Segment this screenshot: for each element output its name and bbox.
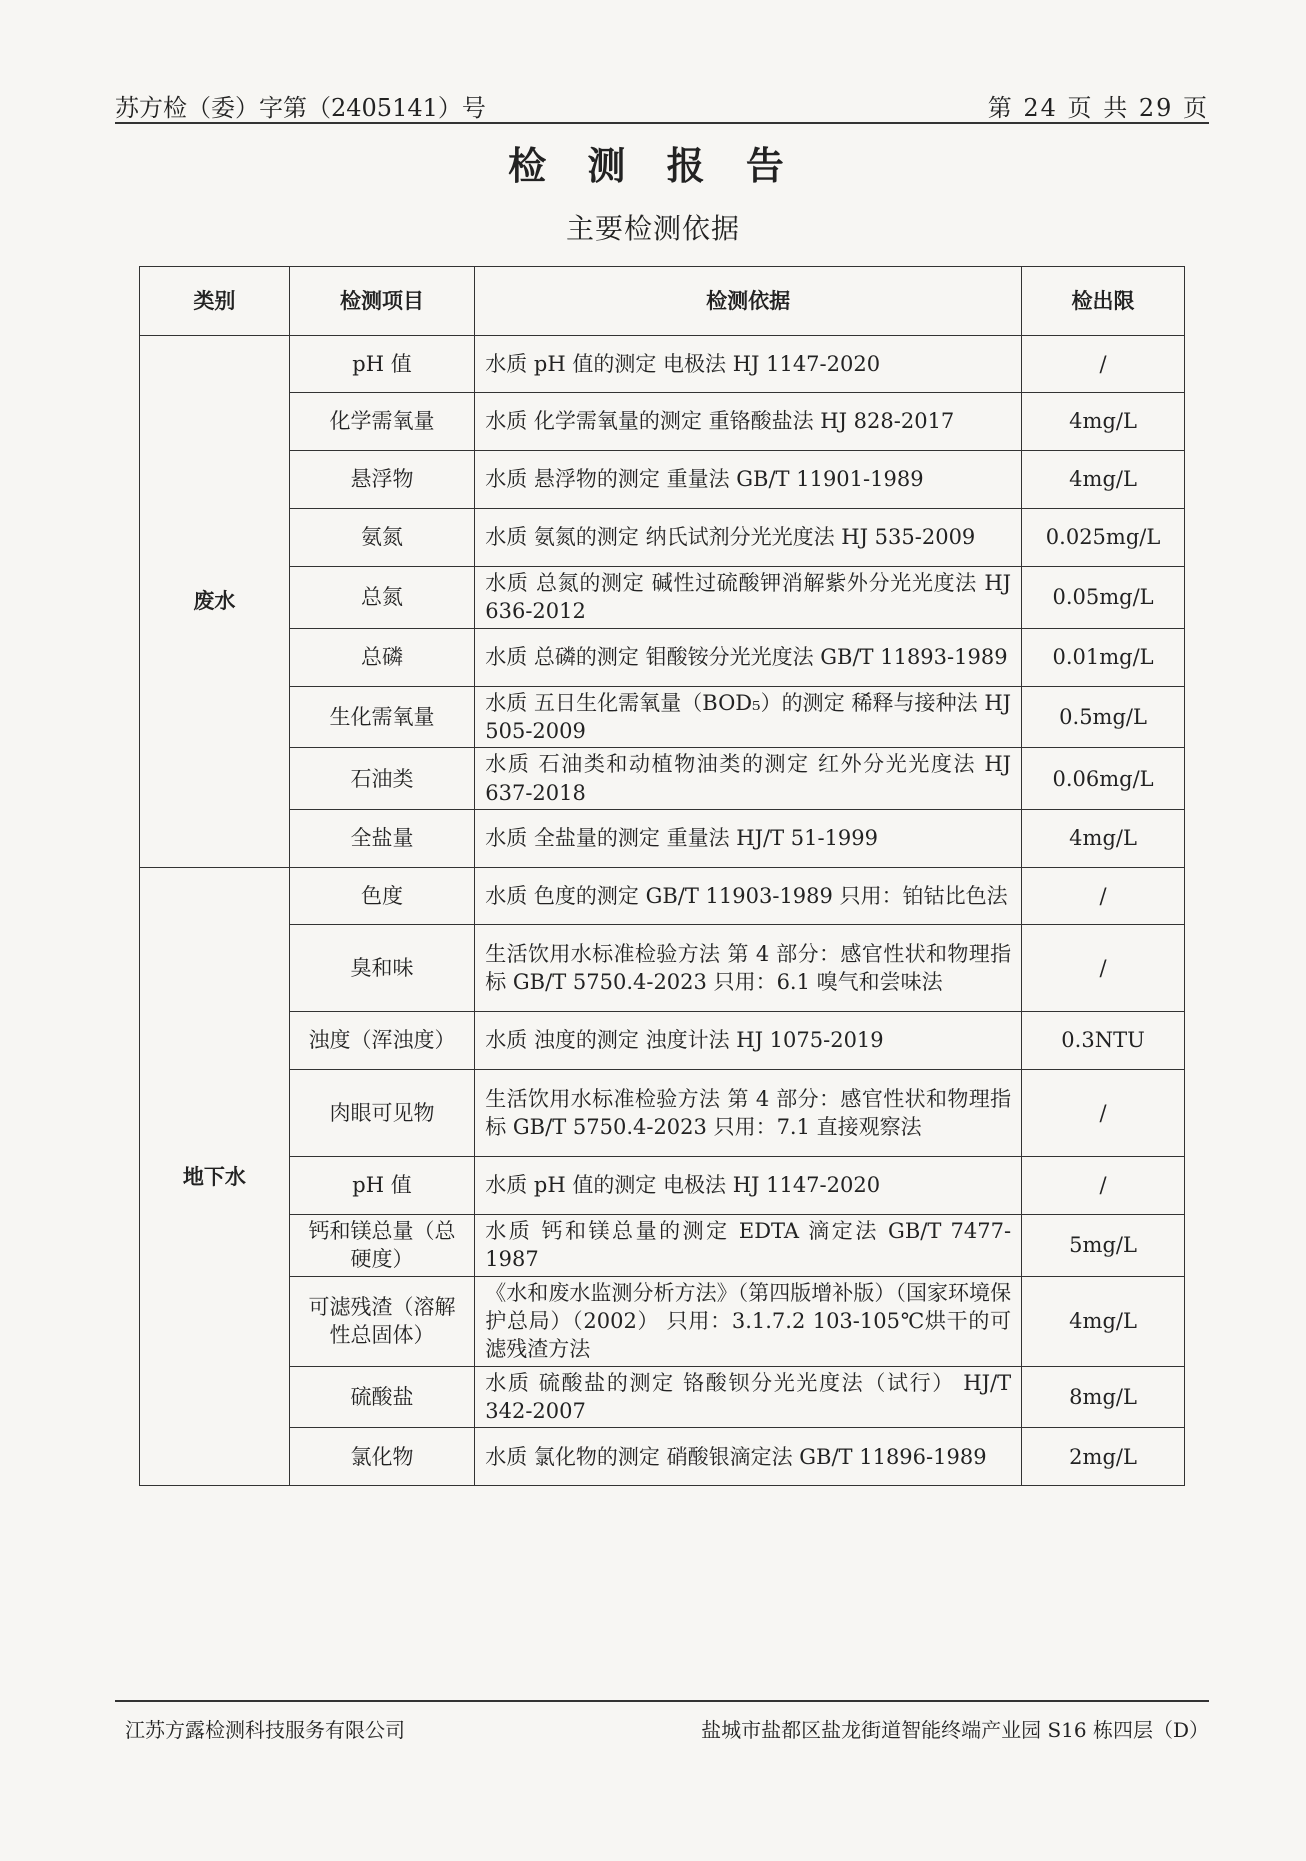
- page-footer: [115, 1700, 1209, 1742]
- limit-cell: 0.01mg/L: [1022, 628, 1185, 686]
- basis-cell: 水质 色度的测定 GB/T 11903-1989 只用：铂钴比色法: [475, 868, 1022, 925]
- table-header-row: [140, 267, 1185, 336]
- table-row: [140, 1012, 1185, 1070]
- limit-cell: /: [1022, 1070, 1185, 1157]
- limit-cell: /: [1022, 868, 1185, 925]
- basis-cell: 生活饮用水标准检验方法 第 4 部分：感官性状和物理指标 GB/T 5750.4-2023 只用：7.1 直接观察法: [475, 1070, 1022, 1157]
- item-cell: pH 值: [289, 1157, 474, 1215]
- basis-cell: 水质 钙和镁总量的测定 EDTA 滴定法 GB/T 7477-1987: [475, 1215, 1022, 1277]
- limit-cell: 5mg/L: [1022, 1215, 1185, 1277]
- item-cell: 可滤残渣（溶解性总固体）: [289, 1276, 474, 1366]
- header-limit: 检出限: [1022, 267, 1185, 336]
- page-info: 第 24 页 共 29 页: [987, 94, 1209, 122]
- basis-cell: 《水和废水监测分析方法》（第四版增补版）（国家环境保护总局）（2002） 只用：3.1.7.2 103-105℃烘干的可滤残渣方法: [475, 1276, 1022, 1366]
- basis-cell: 水质 化学需氧量的测定 重铬酸盐法 HJ 828-2017: [475, 393, 1022, 451]
- basis-cell: 水质 总磷的测定 钼酸铵分光光度法 GB/T 11893-1989: [475, 628, 1022, 686]
- limit-cell: 4mg/L: [1022, 1276, 1185, 1366]
- category-cell: 地下水: [140, 868, 290, 1486]
- limit-cell: 8mg/L: [1022, 1366, 1185, 1428]
- limit-cell: 4mg/L: [1022, 451, 1185, 509]
- header-category: 类别: [140, 267, 290, 336]
- basis-cell: 水质 氯化物的测定 硝酸银滴定法 GB/T 11896-1989: [475, 1428, 1022, 1486]
- item-cell: 总磷: [289, 628, 474, 686]
- basis-cell: 水质 pH 值的测定 电极法 HJ 1147-2020: [475, 1157, 1022, 1215]
- item-cell: 氯化物: [289, 1428, 474, 1486]
- basis-cell: 水质 悬浮物的测定 重量法 GB/T 11901-1989: [475, 451, 1022, 509]
- item-cell: 悬浮物: [289, 451, 474, 509]
- limit-cell: 0.06mg/L: [1022, 748, 1185, 810]
- basis-cell: 生活饮用水标准检验方法 第 4 部分：感官性状和物理指标 GB/T 5750.4-2023 只用：6.1 嗅气和尝味法: [475, 925, 1022, 1012]
- table-row: [140, 686, 1185, 748]
- header-item: 检测项目: [289, 267, 474, 336]
- table-row: [140, 1070, 1185, 1157]
- basis-cell: 水质 硫酸盐的测定 铬酸钡分光光度法（试行） HJ/T 342-2007: [475, 1366, 1022, 1428]
- table-row: [140, 1157, 1185, 1215]
- table-row: [140, 567, 1185, 629]
- item-cell: 全盐量: [289, 810, 474, 868]
- table-row: [140, 868, 1185, 925]
- item-cell: 石油类: [289, 748, 474, 810]
- limit-cell: /: [1022, 1157, 1185, 1215]
- item-cell: pH 值: [289, 336, 474, 393]
- item-cell: 氨氮: [289, 509, 474, 567]
- table-body: [140, 336, 1185, 1486]
- item-cell: 浊度（浑浊度）: [289, 1012, 474, 1070]
- table-row: [140, 1366, 1185, 1428]
- basis-cell: 水质 五日生化需氧量（BOD₅）的测定 稀释与接种法 HJ 505-2009: [475, 686, 1022, 748]
- table-row: [140, 748, 1185, 810]
- limit-cell: 2mg/L: [1022, 1428, 1185, 1486]
- table-row: [140, 1215, 1185, 1277]
- item-cell: 总氮: [289, 567, 474, 629]
- item-cell: 生化需氧量: [289, 686, 474, 748]
- item-cell: 臭和味: [289, 925, 474, 1012]
- table-row: [140, 1428, 1185, 1486]
- table-row: [140, 628, 1185, 686]
- limit-cell: 0.5mg/L: [1022, 686, 1185, 748]
- item-cell: 色度: [289, 868, 474, 925]
- basis-cell: 水质 氨氮的测定 纳氏试剂分光光度法 HJ 535-2009: [475, 509, 1022, 567]
- item-cell: 钙和镁总量（总硬度）: [289, 1215, 474, 1277]
- table-row: [140, 509, 1185, 567]
- basis-cell: 水质 pH 值的测定 电极法 HJ 1147-2020: [475, 336, 1022, 393]
- limit-cell: /: [1022, 336, 1185, 393]
- table-row: [140, 810, 1185, 868]
- table-row: [140, 925, 1185, 1012]
- limit-cell: 0.025mg/L: [1022, 509, 1185, 567]
- basis-table: [139, 266, 1185, 1486]
- limit-cell: 0.3NTU: [1022, 1012, 1185, 1070]
- limit-cell: 0.05mg/L: [1022, 567, 1185, 629]
- page-header: [115, 86, 1209, 124]
- table-row: [140, 451, 1185, 509]
- basis-cell: 水质 总氮的测定 碱性过硫酸钾消解紫外分光光度法 HJ 636-2012: [475, 567, 1022, 629]
- table-row: [140, 393, 1185, 451]
- header-basis: 检测依据: [475, 267, 1022, 336]
- limit-cell: 4mg/L: [1022, 393, 1185, 451]
- item-cell: 硫酸盐: [289, 1366, 474, 1428]
- item-cell: 肉眼可见物: [289, 1070, 474, 1157]
- company-name: 江苏方露检测科技服务有限公司: [125, 1718, 405, 1742]
- table-row: [140, 336, 1185, 393]
- limit-cell: 4mg/L: [1022, 810, 1185, 868]
- report-subtitle: 主要检测依据: [565, 212, 740, 245]
- table-row: [140, 1276, 1185, 1366]
- category-cell: 废水: [140, 336, 290, 868]
- report-number: 苏方检（委）字第（2405141）号: [115, 94, 486, 122]
- item-cell: 化学需氧量: [289, 393, 474, 451]
- basis-cell: 水质 全盐量的测定 重量法 HJ/T 51-1999: [475, 810, 1022, 868]
- basis-cell: 水质 石油类和动植物油类的测定 红外分光光度法 HJ 637-2018: [475, 748, 1022, 810]
- basis-cell: 水质 浊度的测定 浊度计法 HJ 1075-2019: [475, 1012, 1022, 1070]
- company-address: 盐城市盐都区盐龙街道智能终端产业园 S16 栋四层（D）: [701, 1718, 1209, 1742]
- report-title: 检 测 报 告: [508, 143, 798, 188]
- limit-cell: /: [1022, 925, 1185, 1012]
